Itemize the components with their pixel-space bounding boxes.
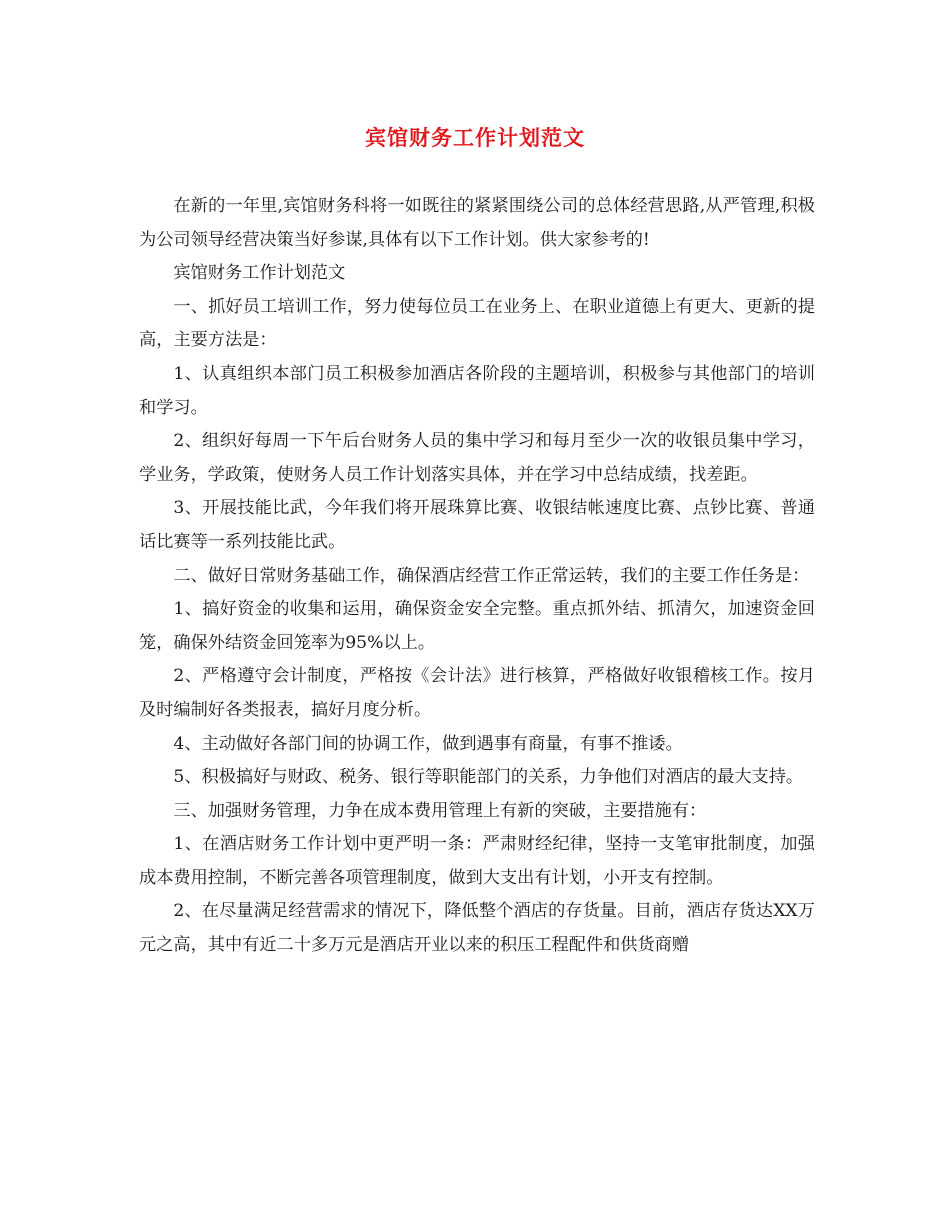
paragraph-section-1: 一、抓好员工培训工作，努力使每位员工在业务上、在职业道德上有更大、更新的提高，主要方法是： xyxy=(139,296,815,351)
paragraph-section-2-item-2: 2、严格遵守会计制度，严格按《会计法》进行核算，严格做好收银稽核工作。按月及时编制好各类报表，搞好月度分析。 xyxy=(139,666,815,720)
paragraph-section-3-item-2: 2、在尽量满足经营需求的情况下，降低整个酒店的存货量。目前，酒店存货达XX万元之高，其中有近二十多万元是酒店开业以来的积压工程配件和供货商赠 xyxy=(139,901,815,956)
paragraph-section-3: 三、加强财务管理，力争在成本费用管理上有新的突破，主要措施有： xyxy=(173,800,707,821)
paragraph-intro: 在新的一年里,宾馆财务科将一如既往的紧紧围绕公司的总体经营思路,从严管理,积极为公司领导经营决策当好参谋,具体有以下工作计划。供大家参考的! xyxy=(139,196,815,250)
document-body xyxy=(139,190,815,963)
paragraph-section-3-item-1: 1、在酒店财务工作计划中更严明一条：严肃财经纪律，坚持一支笔审批制度，加强成本费用控制，不断完善各项管理制度，做到大支出有计划，小开支有控制。 xyxy=(139,834,815,888)
paragraph-subtitle: 宾馆财务工作计划范文 xyxy=(173,263,346,284)
paragraph-section-2-item-1: 1、搞好资金的收集和运用，确保资金安全完整。重点抓外结、抓清欠，加速资金回笼，确保外结资金回笼率为95%以上。 xyxy=(139,599,815,653)
document-title: 宾馆财务工作计划范文 xyxy=(365,125,585,150)
paragraph-section-2-item-5: 5、积极搞好与财政、税务、银行等职能部门的关系，力争他们对酒店的最大支持。 xyxy=(173,767,804,788)
paragraph-section-1-item-1: 1、认真组织本部门员工积极参加酒店各阶段的主题培训，积极参与其他部门的培训和学习。 xyxy=(139,363,815,418)
paragraph-section-1-item-3: 3、开展技能比武，今年我们将开展珠算比赛、收银结帐速度比赛、点钞比赛、普通话比赛等一系列技能比武。 xyxy=(139,498,815,552)
paragraph-section-2: 二、做好日常财务基础工作，确保酒店经营工作正常运转，我们的主要工作任务是： xyxy=(173,565,810,586)
paragraph-section-2-item-4: 4、主动做好各部门间的协调工作，做到遇事有商量，有事不推诿。 xyxy=(173,733,683,754)
paragraph-section-1-item-2: 2、组织好每周一下午后台财务人员的集中学习和每月至少一次的收银员集中学习，学业务，学政策，使财务人员工作计划落实具体，并在学习中总结成绩，找差距。 xyxy=(139,431,815,485)
